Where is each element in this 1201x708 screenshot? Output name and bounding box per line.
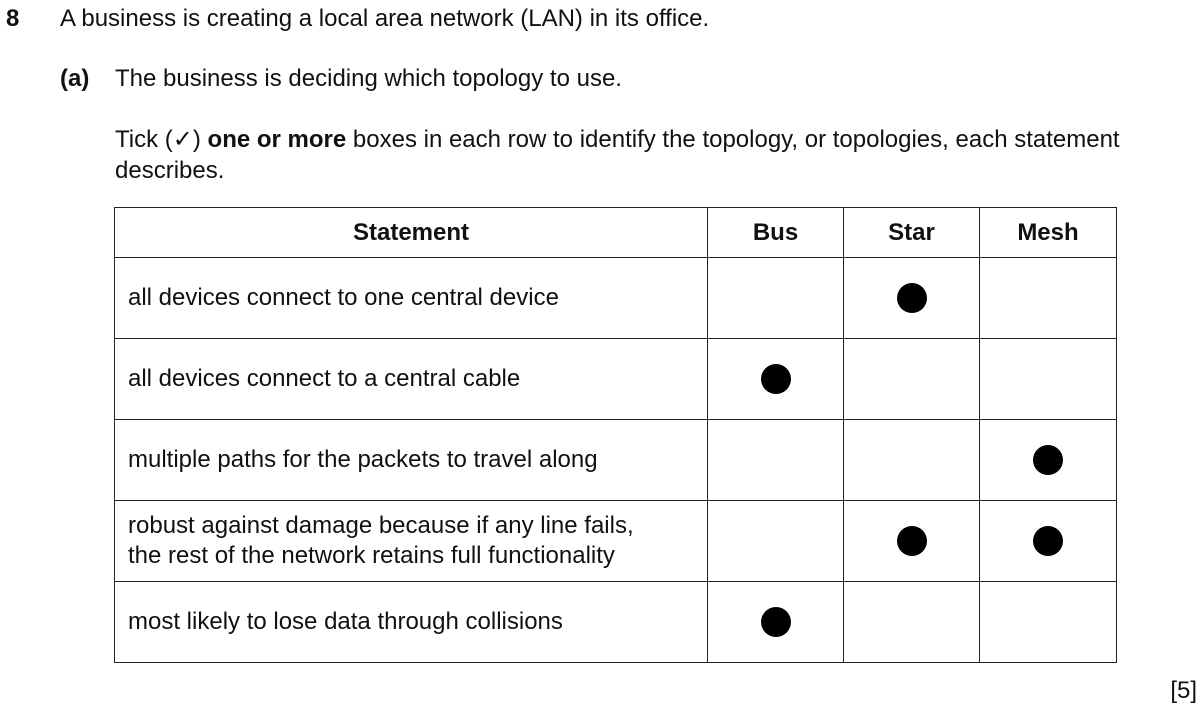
- tick-mark-dot: [761, 607, 791, 637]
- table-row: [115, 339, 1117, 420]
- statement-cell: [115, 582, 708, 663]
- tick-box-mesh[interactable]: [980, 420, 1117, 501]
- table-header-row: [115, 208, 1117, 258]
- statement-text-line2: the rest of the network retains full functionality: [128, 542, 615, 569]
- instruction-suffix-line1: boxes in each row to identify the topology, or topologies, each statement: [346, 126, 1120, 153]
- tick-box-bus[interactable]: [708, 582, 844, 663]
- table-row: [115, 420, 1117, 501]
- table-row: [115, 582, 1117, 663]
- tick-mark-dot: [897, 283, 927, 313]
- tick-box-bus[interactable]: [708, 501, 844, 582]
- instruction-emphasis: one or more: [207, 126, 347, 153]
- statement-text: all devices connect to one central device: [128, 284, 559, 311]
- tick-instruction: [115, 124, 1201, 186]
- statement-cell: [115, 420, 708, 501]
- instruction-suffix-line2: describes.: [115, 157, 225, 184]
- tick-box-star[interactable]: [844, 258, 980, 339]
- statement-text: multiple paths for the packets to travel along: [128, 446, 598, 473]
- tick-box-mesh[interactable]: [980, 582, 1117, 663]
- statement-cell: [115, 258, 708, 339]
- tick-box-bus[interactable]: [708, 339, 844, 420]
- tick-box-star[interactable]: [844, 582, 980, 663]
- tick-mark-dot: [761, 364, 791, 394]
- statement-text: all devices connect to a central cable: [128, 365, 521, 392]
- statement-text: robust against damage because if any line fails,: [128, 512, 634, 539]
- tick-box-star[interactable]: [844, 339, 980, 420]
- table-row: [115, 501, 1117, 582]
- question-number: 8: [6, 5, 20, 32]
- statement-text: most likely to lose data through collisions: [128, 608, 563, 635]
- header-bus: Bus: [708, 208, 844, 258]
- tick-box-bus[interactable]: [708, 420, 844, 501]
- tick-box-bus[interactable]: [708, 258, 844, 339]
- part-a-label: (a): [60, 65, 90, 92]
- tick-box-star[interactable]: [844, 420, 980, 501]
- header-statement: Statement: [115, 208, 708, 258]
- tick-box-mesh[interactable]: [980, 258, 1117, 339]
- tick-box-mesh[interactable]: [980, 339, 1117, 420]
- tick-mark-dot: [1033, 445, 1063, 475]
- table-row: [115, 258, 1117, 339]
- table-body: [115, 258, 1117, 663]
- tick-mark-dot: [897, 526, 927, 556]
- tick-box-star[interactable]: [844, 501, 980, 582]
- question-stem: A business is creating a local area network (LAN) in its office.: [60, 5, 710, 32]
- topology-table: [114, 207, 1117, 663]
- header-mesh: Mesh: [980, 208, 1117, 258]
- part-a-text: The business is deciding which topology to use.: [115, 65, 622, 92]
- statement-cell: [115, 339, 708, 420]
- instruction-prefix: Tick (✓): [115, 126, 208, 153]
- tick-box-mesh[interactable]: [980, 501, 1117, 582]
- tick-mark-dot: [1033, 526, 1063, 556]
- marks-total: [5]: [1170, 677, 1197, 704]
- header-star: Star: [844, 208, 980, 258]
- statement-cell: [115, 501, 708, 582]
